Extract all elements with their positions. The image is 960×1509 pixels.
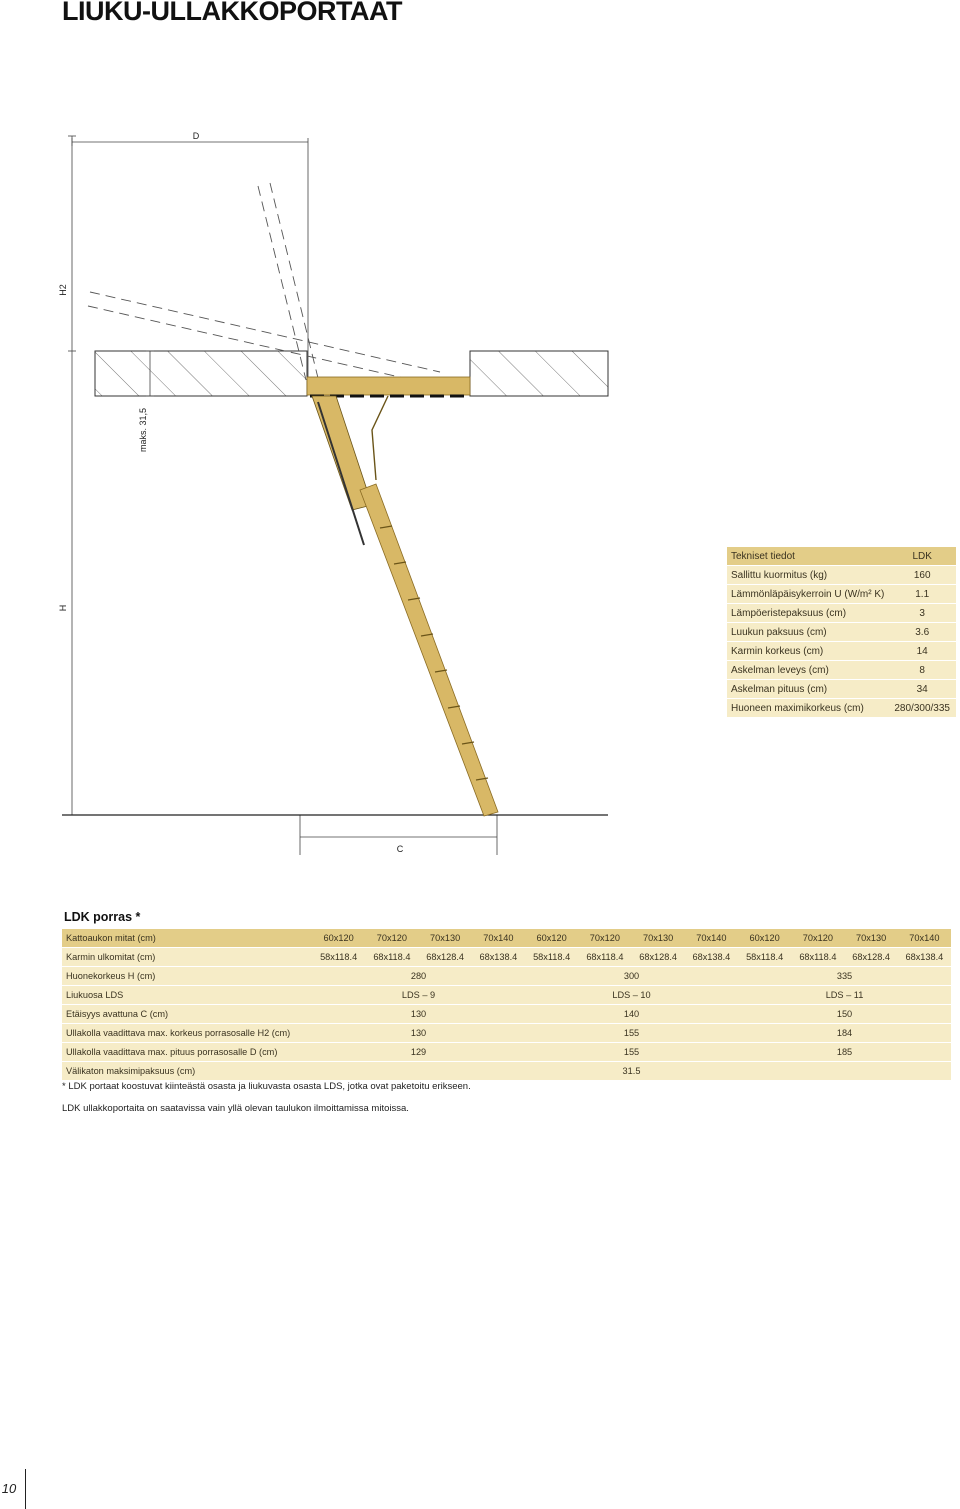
table-row bbox=[62, 1024, 951, 1042]
table-row bbox=[62, 967, 951, 985]
table-cell: 335 bbox=[738, 967, 951, 985]
ceiling-slab-right bbox=[470, 351, 608, 396]
dimension-label-c: C bbox=[396, 844, 404, 854]
table-cell: Tekniset tiedot bbox=[727, 547, 888, 565]
table-cell: LDS – 10 bbox=[525, 986, 738, 1004]
hatch-frame bbox=[307, 377, 470, 396]
table-cell: 70x120 bbox=[791, 929, 844, 947]
table-cell: 58x118.4 bbox=[738, 948, 791, 966]
table-cell: 68x118.4 bbox=[365, 948, 418, 966]
table-cell: Ullakolla vaadittava max. korkeus porrasosalle H2 (cm) bbox=[62, 1024, 312, 1042]
table-cell: 68x128.4 bbox=[632, 948, 685, 966]
dimension-lines bbox=[68, 136, 497, 855]
page-number: 10 bbox=[1, 1481, 17, 1496]
table-cell: 60x120 bbox=[738, 929, 791, 947]
table-cell: 58x118.4 bbox=[525, 948, 578, 966]
table-cell: 68x138.4 bbox=[472, 948, 525, 966]
table-cell: 185 bbox=[738, 1043, 951, 1061]
table-cell: 130 bbox=[312, 1005, 525, 1023]
table-cell: 129 bbox=[312, 1043, 525, 1061]
table-cell: Liukuosa LDS bbox=[62, 986, 312, 1004]
table-cell: 70x130 bbox=[845, 929, 898, 947]
table-row bbox=[62, 986, 951, 1004]
ladder-rail bbox=[360, 484, 498, 816]
dimension-label-d: D bbox=[192, 131, 200, 141]
table-cell: 68x128.4 bbox=[419, 948, 472, 966]
table-row bbox=[62, 1005, 951, 1023]
table-row bbox=[727, 680, 956, 698]
table-cell: 70x130 bbox=[419, 929, 472, 947]
table-cell: 58x118.4 bbox=[312, 948, 365, 966]
table-cell: Huoneen maximikorkeus (cm) bbox=[727, 699, 888, 717]
table-cell: Askelman leveys (cm) bbox=[727, 661, 888, 679]
table-row bbox=[62, 1043, 951, 1061]
table-cell: Lämpöeristepaksuus (cm) bbox=[727, 604, 888, 622]
ceiling-slab-left bbox=[95, 351, 307, 396]
table-row bbox=[62, 948, 951, 966]
table-row bbox=[727, 642, 956, 660]
table-cell: 8 bbox=[888, 661, 956, 679]
hatch-lid bbox=[307, 377, 470, 395]
table-row bbox=[62, 929, 951, 947]
table-cell: 155 bbox=[525, 1043, 738, 1061]
table-row bbox=[727, 661, 956, 679]
table-cell: Luukun paksuus (cm) bbox=[727, 623, 888, 641]
table-cell: Askelman pituus (cm) bbox=[727, 680, 888, 698]
table-cell: 140 bbox=[525, 1005, 738, 1023]
table-cell: Karmin ulkomitat (cm) bbox=[62, 948, 312, 966]
table-row bbox=[727, 623, 956, 641]
table-cell: 280/300/335 bbox=[888, 699, 956, 717]
table-cell: 70x140 bbox=[685, 929, 738, 947]
ladder bbox=[360, 484, 498, 816]
table-cell: LDS – 11 bbox=[738, 986, 951, 1004]
dimension-label-h: H bbox=[58, 604, 68, 612]
table-cell: 130 bbox=[312, 1024, 525, 1042]
dimension-label-h2: H2 bbox=[58, 284, 68, 296]
table-cell: 60x120 bbox=[525, 929, 578, 947]
table-cell: Ullakolla vaadittava max. pituus porrasosalle D (cm) bbox=[62, 1043, 312, 1061]
dimensions-table bbox=[62, 928, 951, 1081]
table-cell: 1.1 bbox=[888, 585, 956, 603]
table-cell: 280 bbox=[312, 967, 525, 985]
table-cell: 70x140 bbox=[472, 929, 525, 947]
table-cell: 150 bbox=[738, 1005, 951, 1023]
table-cell: 31.5 bbox=[312, 1062, 951, 1080]
table-row bbox=[727, 585, 956, 603]
table-cell: Etäisyys avattuna C (cm) bbox=[62, 1005, 312, 1023]
table-cell: 34 bbox=[888, 680, 956, 698]
table-row bbox=[727, 566, 956, 584]
footnote: LDK ullakkoportaita on saatavissa vain yllä olevan taulukon ilmoittamissa mitoissa. bbox=[62, 1103, 409, 1114]
table-cell: 68x128.4 bbox=[845, 948, 898, 966]
table-cell: 70x120 bbox=[365, 929, 418, 947]
table-cell: 70x130 bbox=[632, 929, 685, 947]
table-row bbox=[727, 604, 956, 622]
table-row bbox=[727, 699, 956, 717]
specs-table bbox=[727, 546, 956, 718]
page-number-divider bbox=[25, 1469, 26, 1509]
table-cell: 68x138.4 bbox=[685, 948, 738, 966]
table-cell: 3.6 bbox=[888, 623, 956, 641]
table-cell: Välikaton maksimipaksuus (cm) bbox=[62, 1062, 312, 1080]
table-cell: LDK bbox=[888, 547, 956, 565]
table-cell: 184 bbox=[738, 1024, 951, 1042]
table-cell: 155 bbox=[525, 1024, 738, 1042]
table-cell: 160 bbox=[888, 566, 956, 584]
table-cell: 68x118.4 bbox=[578, 948, 631, 966]
table-cell: 60x120 bbox=[312, 929, 365, 947]
table-cell: 68x118.4 bbox=[791, 948, 844, 966]
dimension-label-maks: maks. 31,5 bbox=[138, 407, 148, 453]
table-cell: 300 bbox=[525, 967, 738, 985]
table-cell: Lämmönläpäisykerroin U (W/m² K) bbox=[727, 585, 888, 603]
table-cell: Huonekorkeus H (cm) bbox=[62, 967, 312, 985]
table-cell: 14 bbox=[888, 642, 956, 660]
table-cell: 3 bbox=[888, 604, 956, 622]
table-cell: LDS – 9 bbox=[312, 986, 525, 1004]
page-title: LIUKU-ULLAKKOPORTAAT bbox=[62, 0, 402, 26]
table-cell: Kattoaukon mitat (cm) bbox=[62, 929, 312, 947]
table-row bbox=[727, 547, 956, 565]
table-cell: 70x120 bbox=[578, 929, 631, 947]
table-cell: Karmin korkeus (cm) bbox=[727, 642, 888, 660]
table-cell: 70x140 bbox=[898, 929, 951, 947]
table-cell: Sallittu kuormitus (kg) bbox=[727, 566, 888, 584]
table-title: LDK porras * bbox=[64, 910, 141, 924]
footnote: * LDK portaat koostuvat kiinteästä osasta ja liukuvasta osasta LDS, jotka ovat paketoitu erikseen. bbox=[62, 1081, 471, 1092]
table-row bbox=[62, 1062, 951, 1080]
table-cell: 68x138.4 bbox=[898, 948, 951, 966]
